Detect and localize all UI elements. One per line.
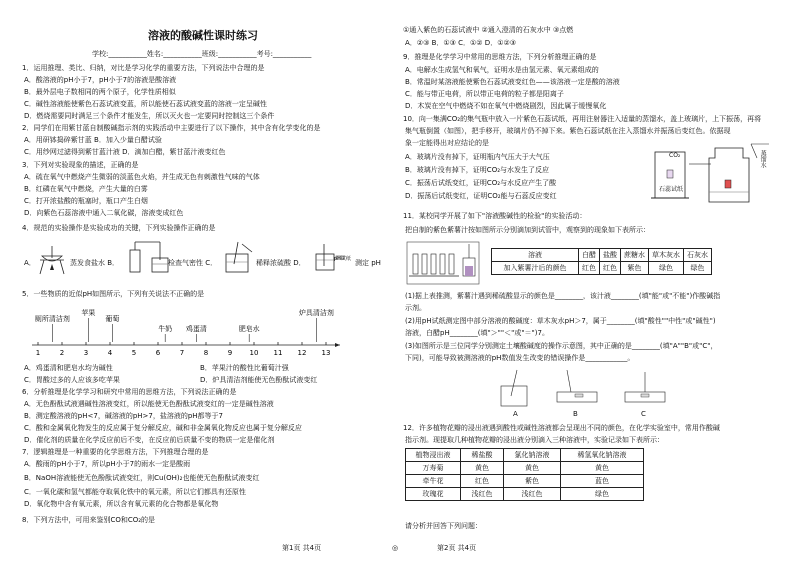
ph-substance-label: 苹果 (81, 309, 96, 317)
page-title: 溶液的酸碱性课时练习 (148, 29, 258, 42)
litmus-paper-label: 石蕊试纸 (659, 186, 684, 193)
q1-option-d: D．燃烧需要同时满足三个条件才能发生，所以灭火也一定要同时控制这三个条件 (24, 112, 275, 120)
q4-option-b-label: 检查气密性 C． (168, 259, 218, 267)
q5-option-a: A．鸡蛋清和肥皂水均为碱性 (24, 364, 113, 372)
q9-stem: 9．推理是化学学习中常用的思维方法，下列分析推理正确的是 (403, 53, 597, 61)
ph-tick-label: 1 (35, 349, 41, 357)
table-cell: 草木灰水 (649, 249, 684, 262)
table-cell: 黄色 (461, 462, 504, 475)
q9-option-a: A．电解水生成氢气和氧气，证明水是由氢元素、氧元素组成的 (405, 66, 599, 74)
ph-tick-label: 11 (273, 349, 283, 357)
table-cell: 蓝色 (561, 475, 644, 488)
q10-stem-line1: 10．向一集满CO₂的集气瓶中放入一片紫色石蕊试纸，再用注射器注入适量的蒸馏水，盖上玻璃片，上下振荡，再将 (403, 115, 762, 123)
table-cell: 石灰水 (684, 249, 712, 262)
table-cell: 玫瑰花 (406, 488, 461, 501)
ph-axis-arrow (335, 343, 340, 347)
q5-stem: 5．一些物质的近似pH如图所示，下列有关说法不正确的是 (22, 290, 205, 298)
table-header-row (406, 449, 644, 462)
co2-bottle-figure (645, 140, 775, 210)
footer-left-page: 第1页 共4页 (282, 544, 322, 552)
ph-tick-label: 13 (321, 349, 331, 357)
test-tubes-figure (405, 240, 481, 286)
table-cell: 红色 (461, 475, 504, 488)
footer-right-page: 第2页 共4页 (437, 544, 477, 552)
q4-option-a-marker: A． (24, 259, 36, 267)
q1-option-c: C．碱性溶液能使紫色石蕊试液变蓝，所以能使石蕊试液变蓝的溶液一定呈碱性 (24, 100, 267, 108)
table-cell: 浅红色 (504, 488, 561, 501)
q2-options-ab: A．用研钵捣碎紫甘蓝 B．加入少量白醋试验 (24, 136, 162, 144)
q2-stem: 2．同学们在用紫甘蓝自制酸碱指示剂的实践活动中主要进行了以下操作，其中含有化学变化的是 (22, 124, 321, 132)
table-cell: 黄色 (504, 462, 561, 475)
right-page (397, 0, 794, 561)
table-cell: 植物浸出液 (406, 449, 461, 462)
q11-color-table (491, 248, 712, 275)
table-cell: 浅红色 (461, 488, 504, 501)
ph-substance-label: 牛奶 (158, 325, 173, 333)
table-cell: 紫色 (621, 262, 649, 275)
table-row (406, 475, 644, 488)
ph-tick-label: 9 (227, 349, 233, 357)
q1-option-b: B．最外层电子数相同的两个原子，化学性质相似 (24, 88, 176, 96)
q4-option-d-label: 测定 pH (355, 259, 381, 267)
table-cell: 黄色 (561, 462, 644, 475)
ph-tick-label: 3 (83, 349, 89, 357)
q6-option-c: C．酸和金属氧化物发生的反应属于复分解反应，碱和非金属氧化物反应也属于复分解反应 (24, 424, 302, 432)
table-cell: 绿色 (684, 262, 712, 275)
q3-stem: 3．下列对实验现象的描述，正确的是 (22, 161, 139, 169)
ph-tick-label: 10 (249, 349, 259, 357)
q4-option-c-label: 稀释浓硫酸 D． (256, 259, 306, 267)
q11-part2-cont: 溶液，白醋pH________(填"＞""＜"或"＝")7。 (405, 329, 549, 337)
soil-ph-operations-figure (495, 366, 675, 418)
table-row (406, 488, 644, 501)
table-header-row (492, 249, 712, 262)
figure-label-a: A (513, 410, 518, 418)
ph-substance-label: 厕所清洁剂 (34, 315, 70, 323)
q1-option-a: A．酸溶液的pH小于7，pH小于7的溶液是酸溶液 (24, 76, 177, 84)
ph-tick-label: 7 (179, 349, 185, 357)
q11-part2: (2)用pH试纸测定图中部分溶液的酸碱度：草木灰水pH＞7，属于________(填"酸性""中性"或"碱性") (405, 317, 716, 325)
q11-part1: (1)据上表推测，紫薯汁遇到稀硫酸显示的颜色是________，该汁液________(填"能"或"不能")作酸碱指 (405, 292, 721, 300)
table-cell: 溶液 (492, 249, 579, 262)
q3-option-b: B．红磷在氧气中燃烧，产生大量的白雾 (24, 185, 148, 193)
q6-option-d: D．催化剂的质量在化学反应前后不变，在反应前后质量不变的物质一定是催化剂 (24, 436, 275, 444)
table-cell: 稀氢氧化钠溶液 (561, 449, 644, 462)
q12-closing: 请分析并回答下列问题： (405, 522, 482, 530)
table-cell: 牵牛花 (406, 475, 461, 488)
table-cell: 氯化钠溶液 (504, 449, 561, 462)
q10-stem-line3: 象一定能得出对应结论的是 (405, 139, 489, 147)
figure-label-c: C (641, 410, 646, 418)
q1-stem: 1．运用推理、类比、归纳，对比是学习化学的重要方法，下列说法中合理的是 (22, 64, 265, 72)
table-cell: 紫色 (504, 475, 561, 488)
airtightness-check-figure (124, 240, 174, 276)
q11-part1-cont: 示剂。 (405, 304, 426, 312)
q9-option-b: B．常温时某溶液能使紫色石蕊试液变红色——该溶液一定是酸的溶液 (405, 78, 620, 86)
q8-options: A．②③ B．①③ C．①② D．①②③ (405, 39, 517, 47)
q10-option-a: A．玻璃片没有掉下，证明瓶内气压大于大气压 (405, 153, 550, 161)
q6-stem: 6．分析推理是化学学习和研究中常用的思维方法，下列说法正确的是 (22, 388, 237, 396)
ph-tick-label: 4 (107, 349, 113, 357)
q11-stem: 11．某校同学开展了如下"溶液酸碱性的检验"的实验活动： (403, 212, 587, 220)
q8-stem: 8．下列方法中，可用来鉴别CO和CO₂的是 (22, 516, 156, 524)
table-cell: 红色 (600, 262, 621, 275)
q4-stem: 4．规范的实验操作是实验成功的关键，下列实验操作正确的是 (22, 224, 216, 232)
table-row (492, 262, 712, 275)
binding-mark: ◎ (392, 544, 399, 552)
q7-option-d: D．氧化物中含有氧元素，所以含有氧元素的化合物都是氧化物 (24, 500, 219, 508)
ph-substance-label: 鸡蛋清 (185, 325, 207, 333)
table-cell: 稀盐酸 (461, 449, 504, 462)
q11-intro: 把自制的紫色紫薯汁按如图所示分别滴加到试管中，观察到的现象如下表所示： (405, 226, 650, 234)
table-cell: 蔗糖水 (621, 249, 649, 262)
table-cell: 加入紫薯汁后的颜色 (492, 262, 579, 275)
q10-option-c: C．振荡后试纸变红，证明CO₂与水反应产生了酸 (405, 179, 557, 187)
q10-stem-line2: 集气瓶倒置（如图），把手移开，玻璃片仍不掉下来。紫色石蕊试纸在注入蒸馏水并振荡后变红色。依据现 (405, 127, 731, 135)
ph-tick-label: 2 (59, 349, 65, 357)
dilute-sulfuric-acid-figure (220, 240, 260, 276)
q12-stem-line1: 12．许多植物花瓣的浸出液遇到酸性或碱性溶液都会呈现出不同的颜色，在化学实验室中，常用作酸碱 (403, 424, 720, 432)
student-info-line: 学校:___________姓名:___________班级:___________考号:___________ (92, 50, 312, 58)
q6-option-a: A．无色酚酞试液遇碱性溶液变红，所以能使无色酚酞试液变红的一定是碱性溶液 (24, 400, 274, 408)
ph-tick-label: 12 (297, 349, 307, 357)
table-row (406, 462, 644, 475)
ph-substance-label: 肥皂水 (238, 325, 260, 333)
q9-option-d: D．木炭在空气中燃烧不如在氧气中燃烧剧烈，因此属于缓慢氧化 (405, 102, 607, 110)
table-cell: 白醋 (579, 249, 600, 262)
ph-tick-label: 6 (155, 349, 161, 357)
q6-option-b: B．测定酸溶液的pH<7，碱溶液的pH>7，盐溶液的pH都等于7 (24, 412, 224, 420)
q5-option-b: B．苹果汁的酸性比葡萄汁强 (200, 364, 289, 372)
figure-label-b: B (573, 410, 578, 418)
q12-extract-table (405, 448, 644, 501)
q7-option-b: B．NaOH溶液能使无色酚酞试液变红，则Cu(OH)₂也能使无色酚酞试液变红 (24, 474, 260, 482)
table-cell: 绿色 (561, 488, 644, 501)
q3-option-a: A．硫在氧气中燃烧产生微弱的淡蓝色火焰，并生成无色有刺激性气味的气体 (24, 173, 260, 181)
q11-part3-cont: 下同)，可能导致被测溶液的pH数值发生改变的错误操作是____________。 (405, 354, 635, 362)
q12-stem-line2: 指示剂。现提取几种植物花瓣的浸出液分别滴入三种溶液中，实验记录如下表所示： (405, 436, 664, 444)
table-cell: 红色 (579, 262, 600, 275)
table-cell: 绿色 (649, 262, 684, 275)
q5-option-c: C．胃酸过多的人应该多吃苹果 (24, 376, 120, 384)
distilled-water-label: 蒸馏水 (759, 150, 767, 168)
q5-option-d: D．炉具清洁剂能使无色酚酞试液变红 (200, 376, 318, 384)
evaporation-apparatus-figure (34, 240, 70, 276)
q3-option-c: C．打开浓盐酸的瓶塞时，瓶口产生白烟 (24, 197, 148, 205)
ph-tick-label: 8 (203, 349, 209, 357)
q11-part3: (3)如图所示是三位同学分别测定土壤酸碱度的操作示意图，其中正确的是________(填"A""B"或"C"， (405, 342, 718, 350)
q7-option-a: A．酸雨的pH小于7，所以pH小于7的雨水一定是酸雨 (24, 460, 191, 468)
q10-option-b: B．玻璃片没有掉下，证明CO₂与水发生了反应 (405, 166, 550, 174)
q3-option-d: D．向紫色石蕊溶液中通入二氧化碳，溶液变成红色 (24, 209, 184, 217)
q7-option-c: C．一氧化碳和氢气都能夺取氧化铁中的氧元素，所以它们都具有还原性 (24, 488, 246, 496)
table-cell: 盐酸 (600, 249, 621, 262)
q2-options-cd: C．用纱网过滤得到紫甘蓝汁液 D．滴加白醋，紫甘蓝汁液变红色 (24, 148, 226, 156)
q9-option-c: C．能与带正电荷，所以带正电荷的粒子都是阳离子 (405, 90, 564, 98)
table-cell: 万寿菊 (406, 462, 461, 475)
co2-label: CO₂ (669, 152, 681, 159)
ph-scale-figure (30, 303, 360, 361)
ph-paper-label: pH试纸 (334, 256, 351, 262)
q4-option-a-label: 蒸发食盐水 B． (70, 259, 120, 267)
q7-stem: 7．逻辑推理是一种重要的化学思维方法，下列推理合理的是 (22, 448, 209, 456)
ph-substance-label: 炉具清洁剂 (298, 309, 334, 317)
q8-statements: ①通入紫色的石蕊试液中 ②通入澄清的石灰水中 ③点燃 (403, 26, 574, 34)
ph-tick-label: 5 (131, 349, 137, 357)
ph-substance-label: 葡萄 (105, 315, 120, 323)
q10-option-d: D．振荡后试纸变红，证明CO₂能与石蕊反应变红 (405, 192, 557, 200)
